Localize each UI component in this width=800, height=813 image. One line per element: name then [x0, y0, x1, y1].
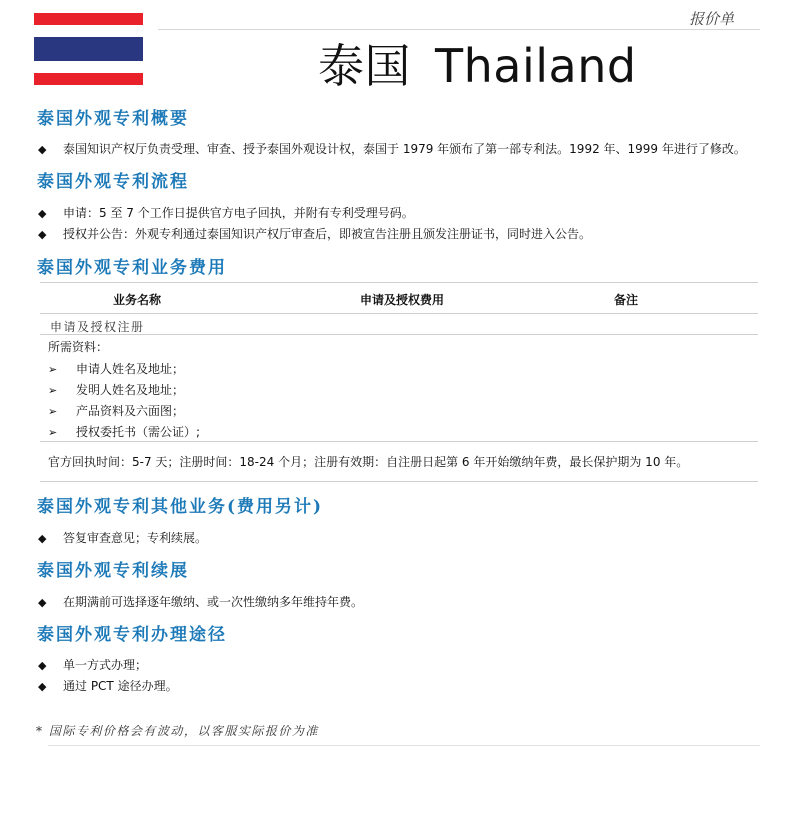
footer-divider: [48, 745, 760, 746]
price-disclaimer: * 国际专利价格会有波动，以客服实际报价为准: [36, 724, 319, 738]
arrow-bullet-icon: ➢: [48, 426, 58, 439]
column-header-fee: 申请及授权费用: [360, 293, 445, 307]
column-header-remark: 备注: [614, 293, 639, 307]
requirement-item: ➢ 发明人姓名及地址；: [48, 383, 185, 397]
overview-item: ◆ 泰国知识产权厅负责受理、审查、授予泰国外观设计权，泰国于 1979 年颁布了第一部专利法。1992 年、1999 年进行了修改。: [38, 142, 746, 156]
diamond-bullet-icon: ◆: [38, 659, 47, 672]
arrow-bullet-icon: ➢: [48, 384, 58, 397]
timeline-note: 官方回执时间：5-7 天；注册时间：18-24 个月；注册有效期：自注册日起第 6 年开始缴纳年费，最长保护期为 10 年。: [48, 455, 689, 469]
flag-stripe-red-top: [34, 13, 143, 25]
thailand-flag-icon: [34, 13, 143, 85]
section-title-overview: 泰国外观专利概要: [37, 109, 189, 129]
page-title-en: Thailand: [435, 39, 637, 93]
diamond-bullet-icon: ◆: [38, 228, 47, 241]
page-title-cn: 泰国: [318, 39, 411, 93]
requirement-item: ➢ 产品资料及六面图；: [48, 404, 185, 418]
flag-stripe-white-bottom: [34, 61, 143, 73]
table-row-rule: [40, 334, 758, 335]
requirement-item: ➢ 申请人姓名及地址；: [48, 362, 185, 376]
section-title-fees: 泰国外观专利业务费用: [37, 258, 227, 278]
table-top-rule: [40, 282, 758, 283]
diamond-bullet-icon: ◆: [38, 532, 47, 545]
section-title-renewal: 泰国外观专利续展: [37, 561, 189, 581]
diamond-bullet-icon: ◆: [38, 143, 47, 156]
table-body-rule: [40, 441, 758, 442]
renewal-item: ◆ 在期满前可选择逐年缴纳、或一次性缴纳多年维持年费。: [38, 595, 364, 609]
diamond-bullet-icon: ◆: [38, 596, 47, 609]
requirement-item: ➢ 授权委托书（需公证）;: [48, 425, 201, 439]
arrow-bullet-icon: ➢: [48, 363, 58, 376]
page-title: [318, 30, 637, 96]
document-type-label: 报价单: [688, 10, 734, 28]
section-title-other: 泰国外观专利其他业务(费用另计): [37, 497, 324, 517]
table-header-rule: [40, 313, 758, 314]
process-item: ◆ 申请：5 至 7 个工作日提供官方电子回执，并附有专利受理号码。: [38, 206, 414, 220]
row-label-registration: 申请及授权注册: [50, 320, 145, 334]
arrow-bullet-icon: ➢: [48, 405, 58, 418]
table-bottom-rule: [40, 481, 758, 482]
other-item: ◆ 答复审查意见；专利续展。: [38, 531, 208, 545]
flag-stripe-red-bottom: [34, 73, 143, 85]
requirements-title: 所需资料：: [48, 340, 109, 354]
channel-item: ◆ 通过 PCT 途径办理。: [38, 679, 178, 693]
section-title-channels: 泰国外观专利办理途径: [37, 625, 227, 645]
flag-stripe-white-top: [34, 25, 143, 37]
process-item: ◆ 授权并公告：外观专利通过泰国知识产权厅审查后，即被宣告注册且颁发注册证书，同时进入公告。: [38, 227, 592, 241]
flag-stripe-blue: [34, 37, 143, 61]
diamond-bullet-icon: ◆: [38, 207, 47, 220]
column-header-service: 业务名称: [113, 293, 162, 307]
channel-item: ◆ 单一方式办理；: [38, 658, 148, 672]
section-title-process: 泰国外观专利流程: [37, 172, 189, 192]
diamond-bullet-icon: ◆: [38, 680, 47, 693]
